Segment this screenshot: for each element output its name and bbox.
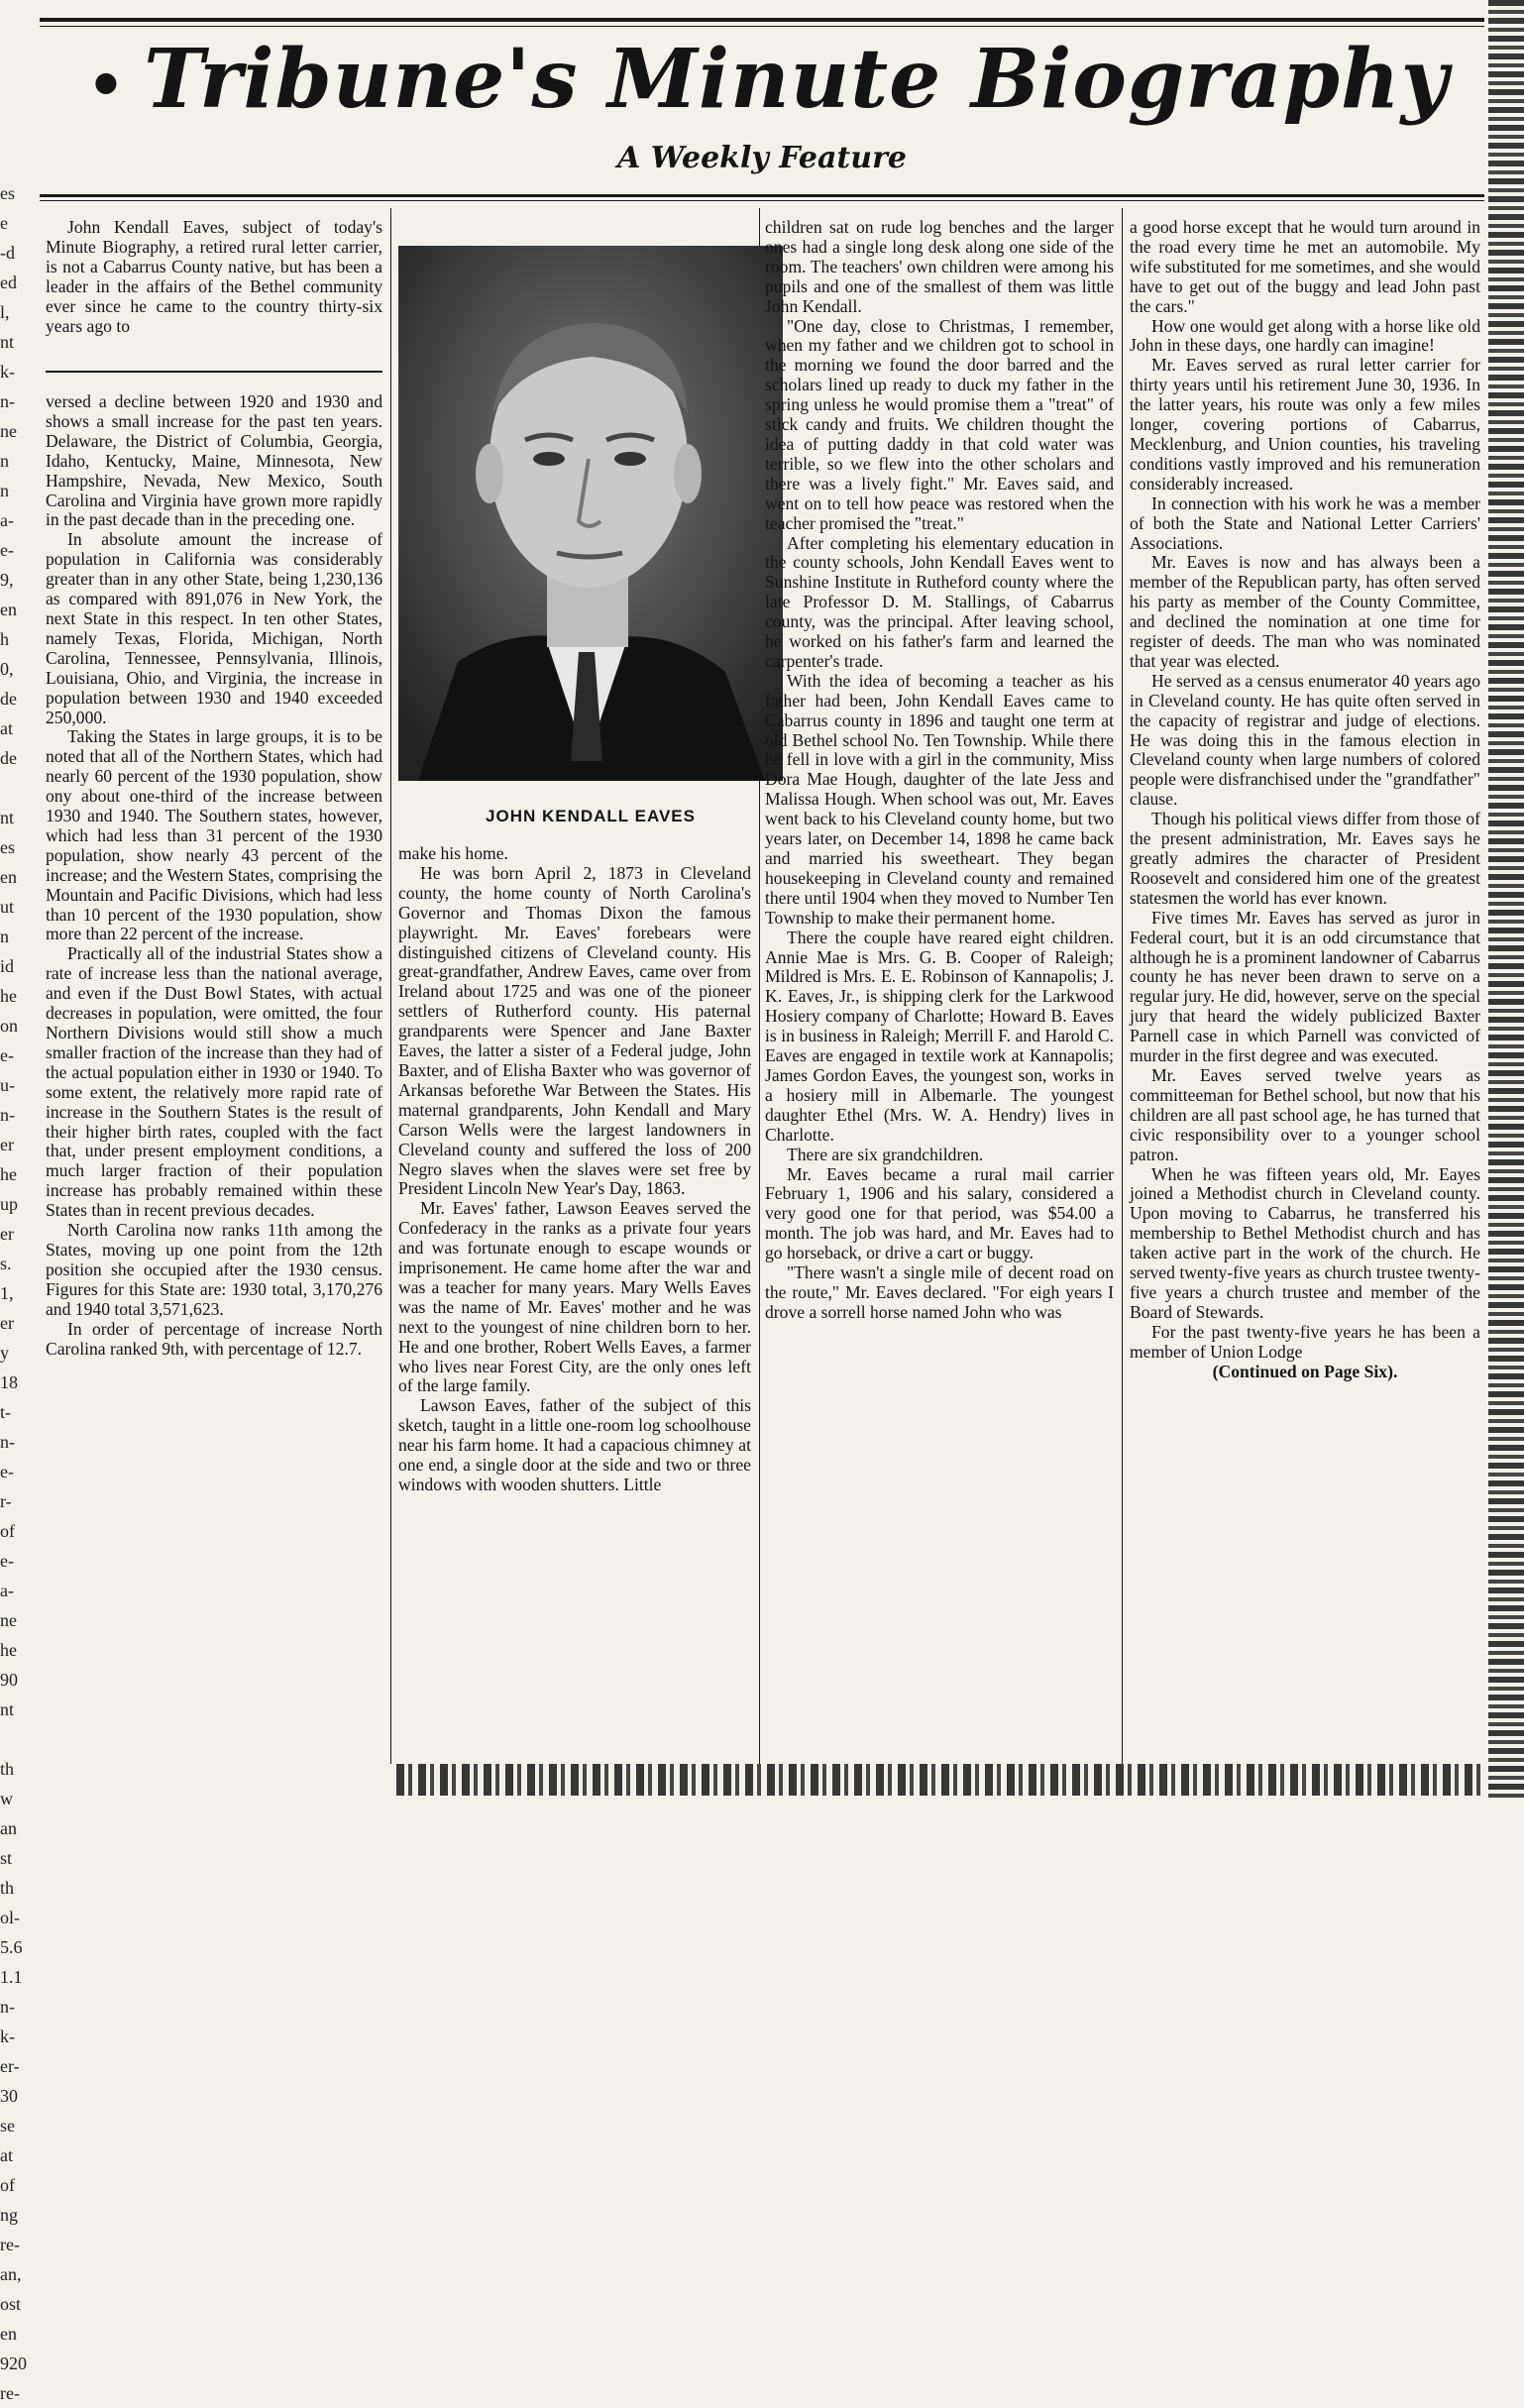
photo-caption: JOHN KENDALL EAVES (486, 807, 696, 825)
col1-paragraph-2: In absolute amount the increase of population in California was considerably greater than in any other State, being 1,230,136 as compared with 891,076 in New York, the next State in this respect. In ten other States, namely Texas, Florida, Michigan, North Carolina, Tennessee, Pennsylvania, Illinois, Louisiana, Ohio, and Virginia, the increase in population between 1930 and 1940 exceeded 250,000. (46, 529, 382, 727)
col3-paragraph-6: There are six grandchildren. (787, 1144, 984, 1164)
col4-paragraph-1: a good horse except that he would turn around in the road every time he met an automobile. My wife substituted for me sometimes, and she would have to get out of the buggy and lead John past the cars." (1130, 217, 1480, 316)
col3-paragraph-7: Mr. Eaves became a rural mail carrier February 1, 1906 and his salary, considered a very good one for that period, was $54.00 a month. The job was hard, and Mr. Eaves had to go horseback, or drive a cart or buggy. (765, 1163, 1114, 1263)
masthead-bullet: • (86, 51, 127, 121)
column-separator-3 (1122, 208, 1123, 1764)
decorative-border-bottom (396, 1764, 1486, 1796)
decorative-border-right (1488, 0, 1524, 1802)
column-separator-1 (390, 208, 391, 1764)
col2-paragraph-3: Mr. Eaves' father, Lawson Eeaves served the Confederacy in the ranks as a private four years and was fortunate enough to escape wounds or imprisonement. He came home after the war and was a teacher for many years. Mary Wells Eaves was the name of Mr. Eaves' mother and he was next to the youngest of nine children born to her. He and one brother, Robert Wells Eaves, a farmer who lives near Forest City, are the only ones left of the large family. (398, 1198, 751, 1396)
column-1 (46, 392, 382, 1760)
col2-paragraph-4: Lawson Eaves, father of the subject of this sketch, taught in a little one-room log schoolhouse near his farm home. It had a capacious chimney at one end, a single door at the side and two or three windows with wooden shutters. Little (398, 1395, 751, 1494)
col3-paragraph-3: After completing his elementary education in the county schools, John Kendall Eaves went to Sunshine Institute in Rutheford county where the late Professor D. M. Stallings, of Cabarrus county, was the principal. After leaving school, he worked on his father's farm and learned the carpenter's trade. (765, 532, 1114, 671)
top-rule-thick (40, 18, 1484, 22)
col4-paragraph-9: Mr. Eaves served twelve years as committeeman for Bethel school, but now that his children are all past school age, he has turned that civic responsibility over to a younger school patron. (1130, 1064, 1480, 1164)
masthead-title: Tribune's Minute Biography (144, 32, 1450, 127)
top-rule-thin (40, 26, 1484, 27)
masthead (59, 30, 1476, 149)
continued-note: (Continued on Page Six). (1212, 1361, 1398, 1381)
col4-paragraph-4: In connection with his work he was a member of both the State and National Letter Carriers' Associations. (1130, 493, 1480, 553)
col4-paragraph-7: Though his political views differ from those of the present administration, Mr. Eaves says he greatly admires the character of President Roosevelt and considered him one of the greatest statesmen the world has ever known. (1130, 809, 1480, 908)
col3-paragraph-5: There the couple have reared eight children. Annie Mae is Mrs. G. B. Cooper of Raleigh; Mildred is Mrs. E. E. Robinson of Kannapolis; J. K. Eaves, Jr., is shipping clerk for the Larkwood Hosiery company of Charlotte; Howard B. Eaves is in business in Raleigh; Merrill F. and Harold C. Eaves are engaged in textile work at Kannapolis; James Gordon Eaves, the youngest son, works in a hosiery mill in Albemarle. The youngest daughter Ethel (Mrs. W. A. Hendry) lives in Charlotte. (765, 927, 1114, 1145)
col4-paragraph-8: Five times Mr. Eaves has served as juror in Federal court, but it is an odd circumstance that although he is a prominent landowner of Cabarrus county he has never been drawn to serve on a regular jury. He did, however, serve on the special jury that heard the widely publicized Baxter Parnell case in which Parnell was convicted of murder in the first degree and was executed. (1130, 907, 1480, 1066)
col1-paragraph-3: Taking the States in large groups, it is to be noted that all of the Northern States, which had nearly 60 percent of the 1930 population, show ony about one-third of the increase between 1930 and 1940. The Southern states, however, which had less than 31 percent of the 1930 population, show nearly 43 percent of the increase; and the Western States, comprising the Mountain and Pacific Divisions, which had less than 10 percent of the 1930 population, show more than 22 percent of the increase. (46, 726, 382, 944)
left-margin-fragments: es e -d ed l, nt k- n- ne n n a- e- 9, en h 0, de at de nt es en ut n id he on e- u- n- er he up er s. 1, er y 18 t- n- e- r- of e- a- ne he 90 nt th w an st th ol- 5.6 1.1 n- k- er- 30 se at of ng re- an, ost en 920 re- (0, 183, 27, 2403)
column-4 (1130, 218, 1480, 1760)
masthead-rule-1 (40, 194, 1484, 197)
col3-paragraph-2: "One day, close to Christmas, I remember, when my father and we children got to school in the morning we found the door barred and the scholars lined up ready to duck my father in the spring unless he would promise them a "treat" of stick candy and fruits. We children thought the idea of putting daddy in that cold water was terrible, so we flew into the other scholars and there was a lively fight." Mr. Eaves said, and went on to tell how peace was restored when the teacher promised the "treat." (765, 315, 1114, 533)
col3-paragraph-1: children sat on rude log benches and the larger ones had a single long desk along one side of the room. The teachers' own children were among his pupils and one of the smallest of them was little John Kendall. (765, 217, 1114, 316)
col1-paragraph-1: versed a decline between 1920 and 1930 and shows a small increase for the past ten years. Delaware, the District of Columbia, Georgia, Idaho, Kentucky, Maine, Minnesota, New Hampshire, Nevada, New Mexico, South Carolina and Virginia have grown more rapidly in the past decade than in the preceding one. (46, 391, 382, 530)
col4-paragraph-5: Mr. Eaves is now and has always been a member of the Republican party, has often served his party as member of the County Committee, and declined the nomination at one time for register of deeds. The man who was nominated that year was elected. (1130, 552, 1480, 671)
col2-paragraph-2: He was born April 2, 1873 in Cleveland county, the home county of North Carolina's Governor and Thomas Dixon the famous playwright. Mr. Eaves' forebears were distinguished citizens of Cleveland county. His great-grandfather, Andrew Eaves, came over from Ireland about 1725 and was one of the pioneer settlers of Rutherford county. His paternal grandparents were Spencer and Jane Baxter Eaves, the latter a sister of a Federal judge, John Baxter, and of Elisha Baxter who was governor of Arkansas beforethe War Between the States. His maternal grandparents, John Kendall and Mary Carson Wells were the largest landowners in Cleveland county and suffered the loss of 200 Negro slaves when the slaves were set free by President Lincoln New Year's Day, 1863. (398, 862, 751, 1199)
intro-rule (46, 371, 382, 373)
column-3 (765, 218, 1114, 1760)
col1-paragraph-5: North Carolina now ranks 11th among the States, moving up one point from the 12th position she occupied after the 1930 census. Figures for this State are: 1930 total, 3,170,276 and 1940 total 3,571,623. (46, 1220, 382, 1319)
col4-paragraph-6: He served as a census enumerator 40 years ago in Cleveland county. He has quite often served in the capacity of registrar and judge of elections. He was doing this in the famous election in Cleveland county when large numbers of colored people were disfranchised under the "grandfather" clause. (1130, 670, 1480, 810)
masthead-subtitle: A Weekly Feature (617, 141, 907, 175)
portrait-illustration (398, 246, 783, 781)
col4-paragraph-11: For the past twenty-five years he has been a member of Union Lodge (1130, 1321, 1480, 1362)
intro-paragraph: John Kendall Eaves, subject of today's Minute Biography, a retired rural letter carrier, is not a Cabarrus County native, but has been a leader in the affairs of the Bethel community ever since he came to the country thirty-six years ago to (46, 217, 382, 336)
col2-paragraph-1: make his home. (398, 843, 508, 863)
intro-column (46, 218, 382, 365)
col4-paragraph-2: How one would get along with a horse like old John in these days, one hardly can imagine! (1130, 315, 1480, 356)
col1-paragraph-4: Practically all of the industrial States show a rate of increase less than the national average, and even if the Dust Bowl States, with actual decreases in population, were omitted, the four Northern Divisions would still show a much smaller fraction of the increase than they had of the actual population either in 1930 or 1940. To some extent, the relatively more rapid rate of increase in the Southern States is the result of their higher birth rates, coupled with the fact that, under present employment conditions, a much larger fraction of their population increase has probably remained within these States than in recent previous decades. (46, 943, 382, 1221)
col4-paragraph-10: When he was fifteen years old, Mr. Eayes joined a Methodist church in Cleveland county. Upon moving to Cabarrus, he transferred his membership to Bethel Methodist church and has taken active part in the work of the church. He served twenty-five years as church trustee twenty-five years a church trustee and member of the Board of Stewards. (1130, 1163, 1480, 1322)
col1-paragraph-6: In order of percentage of increase North Carolina ranked 9th, with percentage of 12.7. (46, 1318, 382, 1359)
col3-paragraph-4: With the idea of becoming a teacher as his father had been, John Kendall Eaves came to Cabarrus county in 1896 and taught one term at old Bethel school No. Ten Township. While there he fell in love with a girl in the community, Miss Dora Mae Hough, daughter of the late Jess and Malissa Hough. When school was out, Mr. Eaves went back to his Cleveland county home, but two years later, on December 14, 1898 he came back and married his sweetheart. They began housekeeping in Cleveland county and remained there until 1904 when they moved to Number Ten Township to make their permanent home. (765, 670, 1114, 928)
col4-paragraph-3: Mr. Eaves served as rural letter carrier for thirty years until his retirement June 30, 1936. In the latter years, his route was only a few miles longer, covering portions of Cabarrus, Mecklenburg, and Union counties, his traveling conditions vastly improved and his remuneration considerably increased. (1130, 355, 1480, 493)
column-2 (398, 844, 751, 1760)
portrait-photo (398, 246, 783, 781)
masthead-rule-2 (40, 200, 1484, 201)
col3-paragraph-8: "There wasn't a single mile of decent road on the route," Mr. Eaves declared. "For eigh years I drove a sorrell horse named John who was (765, 1262, 1114, 1322)
